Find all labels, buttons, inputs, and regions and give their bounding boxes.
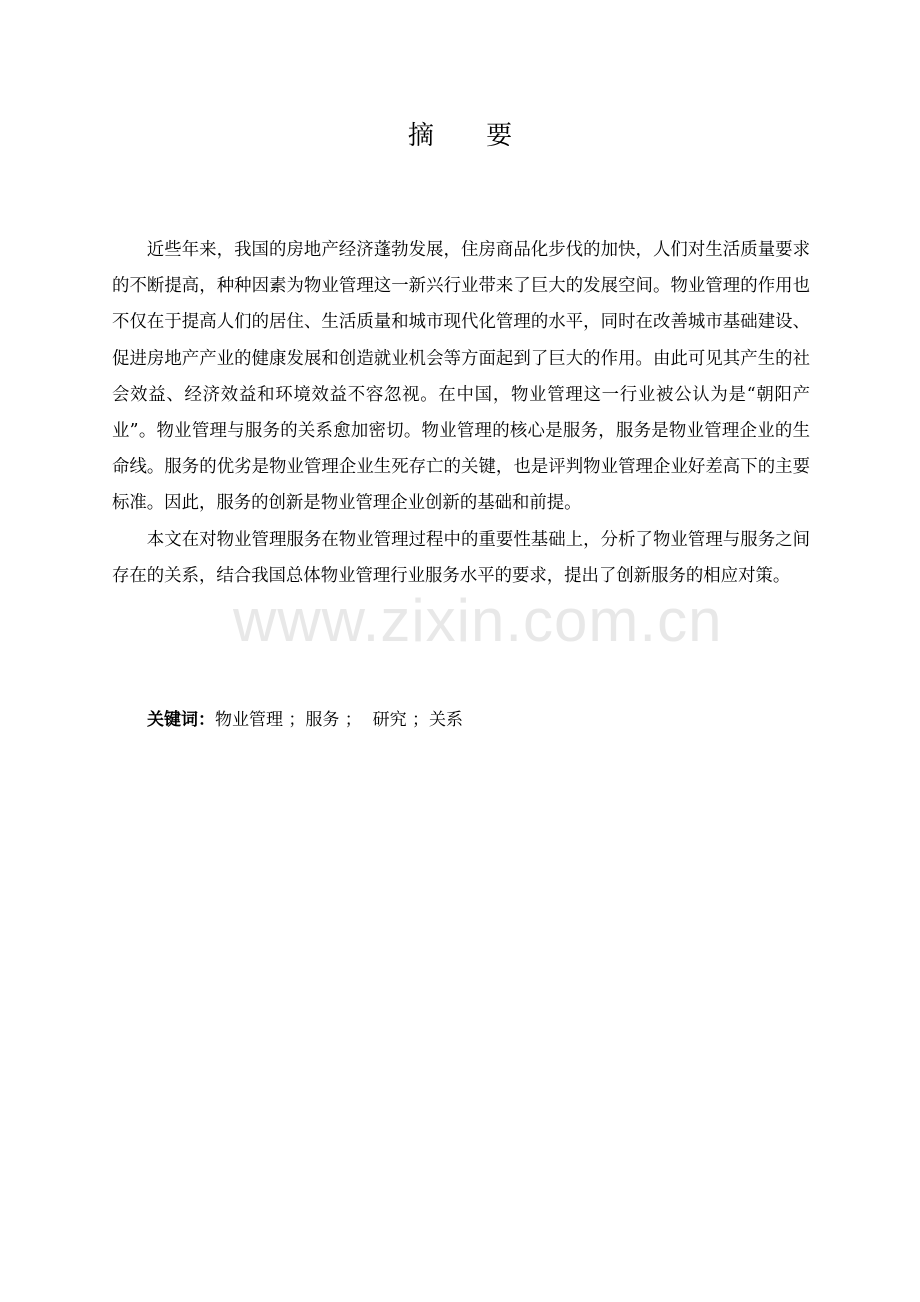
abstract-body (112, 232, 810, 594)
abstract-title: 摘 要 (407, 121, 535, 151)
keywords-line (147, 702, 463, 738)
watermark: www.zixin.com.cn (233, 587, 723, 654)
abstract-paragraph-1: 近些年来，我国的房地产经济蓬勃发展，住房商品化步伐的加快，人们对生活质量要求的不断提高，种种因素为物业管理这一新兴行业带来了巨大的发展空间。物业管理的作用也不仅在于提高人们的居住、生活质量和城市现代化管理的水平，同时在改善城市基础建设、促进房地产产业的健康发展和创造就业机会等方面起到了巨大的作用。由此可见其产生的社会效益、经济效益和环境效益不容忽视。在中国，物业管理这一行业被公认为是“朝阳产业”。物业管理与服务的关系愈加密切。物业管理的核心是服务，服务是物业管理企业的生命线。服务的优劣是物业管理企业生死存亡的关键，也是评判物业管理企业好差高下的主要标准。因此，服务的创新是物业管理企业创新的基础和前提。 (112, 240, 810, 514)
keywords-text: 物业管理 ；服务 ； 研究 ；关系 (215, 710, 464, 730)
keywords-label: 关键词： (147, 710, 215, 730)
abstract-paragraph-2: 本文在对物业管理服务在物业管理过程中的重要性基础上，分析了物业管理与服务之间存在的关系，结合我国总体物业管理行业服务水平的要求，提出了创新服务的相应对策。 (112, 529, 810, 586)
